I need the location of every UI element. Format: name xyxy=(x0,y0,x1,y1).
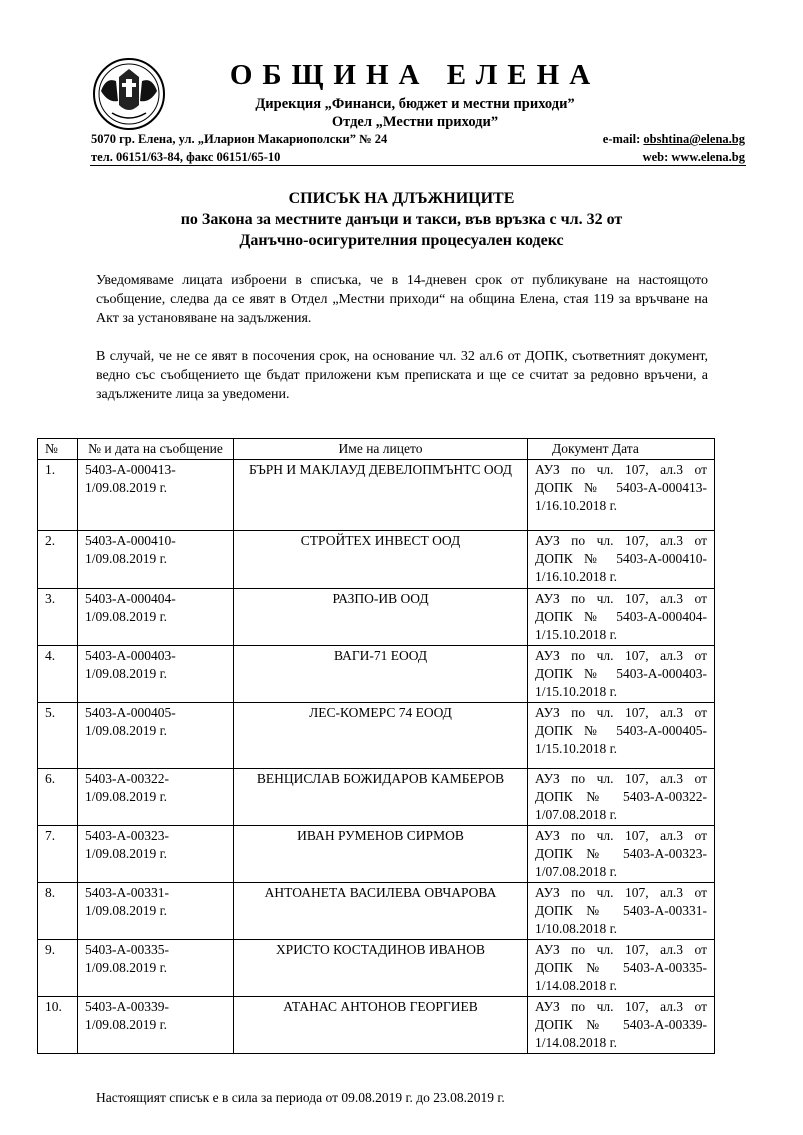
cell-number: 3. xyxy=(38,589,78,646)
cell-message: 5403-А-000404-1/09.08.2019 г. xyxy=(78,589,234,646)
column-header-document: Документ Дата xyxy=(528,439,715,460)
column-header-message: № и дата на съобщение xyxy=(78,439,234,460)
cell-number: 6. xyxy=(38,769,78,826)
cell-document: АУЗ по чл. 107, ал.3 от ДОПК № 5403-А-000405-1/15.10.2018 г. xyxy=(528,703,715,769)
organization-name: ОБЩИНА ЕЛЕНА xyxy=(229,59,601,91)
cell-name: ВАГИ-71 ЕООД xyxy=(234,646,528,703)
directorate-name: Дирекция „Финанси, бюджет и местни приходи” xyxy=(255,96,575,112)
cell-number: 4. xyxy=(38,646,78,703)
column-header-number: № xyxy=(38,439,78,460)
cell-document: АУЗ по чл. 107, ал.3 от ДОПК № 5403-А-00335-1/14.08.2018 г. xyxy=(528,940,715,997)
cell-name: ИВАН РУМЕНОВ СИРМОВ xyxy=(234,826,528,883)
cell-number: 10. xyxy=(38,997,78,1054)
cell-document: АУЗ по чл. 107, ал.3 от ДОПК № 5403-А-000403-1/15.10.2018 г. xyxy=(528,646,715,703)
website-link[interactable]: web: www.elena.bg xyxy=(642,150,745,164)
cell-document: АУЗ по чл. 107, ал.3 от ДОПК № 5403-А-000410-1/16.10.2018 г. xyxy=(528,531,715,589)
table-header-row xyxy=(38,439,715,460)
cell-document: АУЗ по чл. 107, ал.3 от ДОПК № 5403-А-00322-1/07.08.2018 г. xyxy=(528,769,715,826)
cell-message: 5403-А-000405-1/09.08.2019 г. xyxy=(78,703,234,769)
table-row xyxy=(38,589,715,646)
notice-paragraph-1: Уведомяваме лицата изброени в списъка, че в 14-дневен срок от публикуване на настоящото съобщение, следва да се явят в Отдел „Местни приходи“ на община Елена, стая 119 за връчване на Акт за установяване на задължения. xyxy=(96,273,708,326)
table-row xyxy=(38,531,715,589)
contact-row-1 xyxy=(91,131,745,147)
cell-name: СТРОЙТЕХ ИНВЕСТ ООД xyxy=(234,531,528,589)
cell-number: 1. xyxy=(38,460,78,531)
department-name: Отдел „Местни приходи” xyxy=(331,114,499,130)
cell-document: АУЗ по чл. 107, ал.3 от ДОПК № 5403-А-00331-1/10.08.2018 г. xyxy=(528,883,715,940)
cell-name: ЛЕС-КОМЕРС 74 ЕООД xyxy=(234,703,528,769)
table-row xyxy=(38,703,715,769)
cell-number: 9. xyxy=(38,940,78,997)
cell-message: 5403-А-00331-1/09.08.2019 г. xyxy=(78,883,234,940)
debtors-table xyxy=(37,438,715,1054)
cell-message: 5403-А-00323-1/09.08.2019 г. xyxy=(78,826,234,883)
title-line-1: СПИСЪК НА ДЛЪЖНИЦИТЕ xyxy=(288,190,515,207)
email-line xyxy=(603,131,745,147)
cell-message: 5403-А-000410-1/09.08.2019 г. xyxy=(78,531,234,589)
cell-message: 5403-А-00339-1/09.08.2019 г. xyxy=(78,997,234,1054)
municipality-coat-of-arms xyxy=(92,57,166,131)
contact-row-2 xyxy=(91,149,745,165)
cell-number: 7. xyxy=(38,826,78,883)
cell-document: АУЗ по чл. 107, ал.3 от ДОПК № 5403-А-00323-1/07.08.2018 г. xyxy=(528,826,715,883)
cell-document: АУЗ по чл. 107, ал.3 от ДОПК № 5403-А-000404-1/15.10.2018 г. xyxy=(528,589,715,646)
cell-document: АУЗ по чл. 107, ал.3 от ДОПК № 5403-А-000413-1/16.10.2018 г. xyxy=(528,460,715,531)
cell-name: ХРИСТО КОСТАДИНОВ ИВАНОВ xyxy=(234,940,528,997)
cell-message: 5403-А-000403-1/09.08.2019 г. xyxy=(78,646,234,703)
cell-name: АНТОАНЕТА ВАСИЛЕВА ОВЧАРОВА xyxy=(234,883,528,940)
table-row xyxy=(38,826,715,883)
table-row xyxy=(38,646,715,703)
cell-number: 2. xyxy=(38,531,78,589)
phone-fax: тел. 06151/63-84, факс 06151/65-10 xyxy=(91,150,281,164)
cell-name: БЪРН И МАКЛАУД ДЕВЕЛОПМЪНТС ООД xyxy=(234,460,528,531)
cell-name: РАЗПО-ИВ ООД xyxy=(234,589,528,646)
cell-number: 5. xyxy=(38,703,78,769)
cell-number: 8. xyxy=(38,883,78,940)
cell-message: 5403-А-00322-1/09.08.2019 г. xyxy=(78,769,234,826)
header-divider xyxy=(90,165,746,166)
cell-name: АТАНАС АНТОНОВ ГЕОРГИЕВ xyxy=(234,997,528,1054)
table-row xyxy=(38,460,715,531)
table-row xyxy=(38,940,715,997)
table-row xyxy=(38,997,715,1054)
table-row xyxy=(38,769,715,826)
postal-address: 5070 гр. Елена, ул. „Иларион Макариополски” № 24 xyxy=(91,132,388,146)
table-row xyxy=(38,883,715,940)
notice-paragraph-2: В случай, че не се явят в посочения срок, на основание чл. 32 ал.6 от ДОПК, съответният документ, ведно със съобщението ще бъдат приложени към преписката и ще се считат за редовно връчени, а задължените лица за уведомени. xyxy=(96,349,708,402)
column-header-name: Име на лицето xyxy=(234,439,528,460)
coat-of-arms-icon xyxy=(92,57,166,131)
cell-message: 5403-А-00335-1/09.08.2019 г. xyxy=(78,940,234,997)
title-line-3: Данъчно-осигурителния процесуален кодекс xyxy=(239,232,564,249)
validity-period-note: Настоящият списък е в сила за периода от 09.08.2019 г. до 23.08.2019 г. xyxy=(96,1090,505,1105)
title-line-2: по Закона за местните данъци и такси, във връзка с чл. 32 от xyxy=(180,211,623,228)
email-label: e-mail: xyxy=(602,132,644,146)
email-link[interactable]: obshtina@elena.bg xyxy=(643,132,745,146)
cell-document: АУЗ по чл. 107, ал.3 от ДОПК № 5403-А-00339-1/14.08.2018 г. xyxy=(528,997,715,1054)
cell-message: 5403-А-000413-1/09.08.2019 г. xyxy=(78,460,234,531)
cell-name: ВЕНЦИСЛАВ БОЖИДАРОВ КАМБЕРОВ xyxy=(234,769,528,826)
document-title xyxy=(40,188,763,251)
